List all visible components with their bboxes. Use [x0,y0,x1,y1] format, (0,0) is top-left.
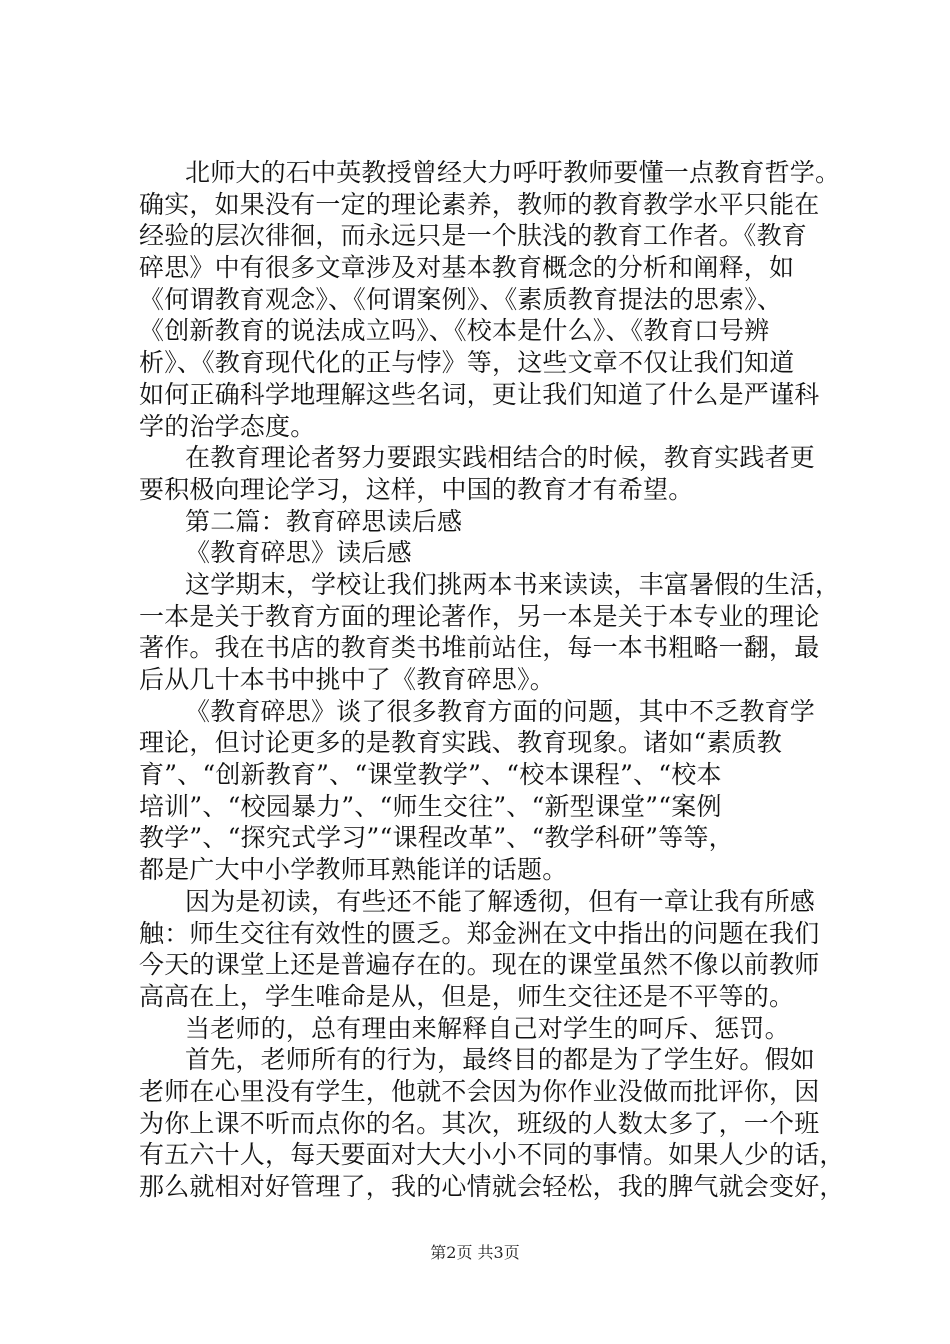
text-line: 教学”、“探究式学习”“课程改革”、“教学科研”等等， [139,823,734,853]
text-line: 这学期末，学校让我们挑两本书来读读，丰富暑假的生活， [185,569,841,599]
text-line: 如何正确科学地理解这些名词，更让我们知道了什么是严谨科 [139,379,820,409]
text-line: 析》、《教育现代化的正与悖》等，这些文章不仅让我们知道 [139,348,795,378]
text-line: 都是广大中小学教师耳熟能详的话题。 [139,855,568,885]
text-line: 育”、“创新教育”、“课堂教学”、“校本课程”、“校本 [139,760,722,790]
text-line: 首先，老师所有的行为，最终目的都是为了学生好。假如 [185,1045,816,1075]
text-line: 有五六十人，每天要面对大大小小不同的事情。如果人少的话， [139,1140,845,1170]
text-line: 《教育碎思》谈了很多教育方面的问题，其中不乏教育学 [185,696,816,726]
text-line: 理论，但讨论更多的是教育实践、教育现象。诸如“素质教 [139,728,782,758]
text-line: 碎思》中有很多文章涉及对基本教育概念的分析和阐释，如 [139,253,795,283]
document-body [139,157,845,1203]
text-line: 高高在上，学生唯命是从，但是，师生交往还是不平等的。 [139,981,795,1011]
text-line: 那么就相对好管理了，我的心情就会轻松，我的脾气就会变好， [139,1172,845,1201]
text-line: 为你上课不听而点你的名。其次，班级的人数太多了，一个班 [139,1108,820,1138]
text-line: 《创新教育的说法成立吗》、《校本是什么》、《教育口号辨 [139,316,770,346]
text-line: 当老师的，总有理由来解释自己对学生的呵斥、惩罚。 [185,1013,790,1043]
text-line: 《何谓教育观念》、《何谓案例》、《素质教育提法的思索》、 [139,284,783,314]
text-line: 今天的课堂上还是普遍存在的。现在的课堂虽然不像以前教师 [139,950,820,980]
text-line: 确实，如果没有一定的理论素养，教师的教育教学水平只能在 [139,189,820,219]
article-title: 《教育碎思》读后感 [185,538,412,568]
text-line: 在教育理论者努力要跟实践相结合的时候，教育实践者更 [185,443,816,473]
text-line: 后从几十本书中挑中了《教育碎思》。 [139,665,555,694]
text-line: 培训”、“校园暴力”、“师生交往”、“新型课堂”“案例 [139,791,722,821]
text-line: 一本是关于教育方面的理论著作，另一本是关于本专业的理论 [139,601,820,631]
section-heading: 第二篇：教育碎思读后感 [185,506,463,536]
text-line: 因为是初读，有些还不能了解透彻，但有一章让我有所感 [185,886,816,916]
text-line: 触：师生交往有效性的匮乏。郑金洲在文中指出的问题在我们 [139,918,820,948]
text-line: 老师在心里没有学生，他就不会因为你作业没做而批评你，因 [139,1076,820,1106]
text-line: 著作。我在书店的教育类书堆前站住，每一本书粗略一翻，最 [139,633,820,663]
text-line: 要积极向理论学习，这样，中国的教育才有希望。 [139,474,694,504]
text-line: 学的治学态度。 [139,411,316,441]
page-number-footer: 第2页 共3页 [430,1243,520,1262]
text-line: 经验的层次徘徊，而永远只是一个肤浅的教育工作者。《教育 [139,221,807,251]
text-line: 北师大的石中英教授曾经大力呼吁教师要懂一点教育哲学。 [185,158,841,187]
